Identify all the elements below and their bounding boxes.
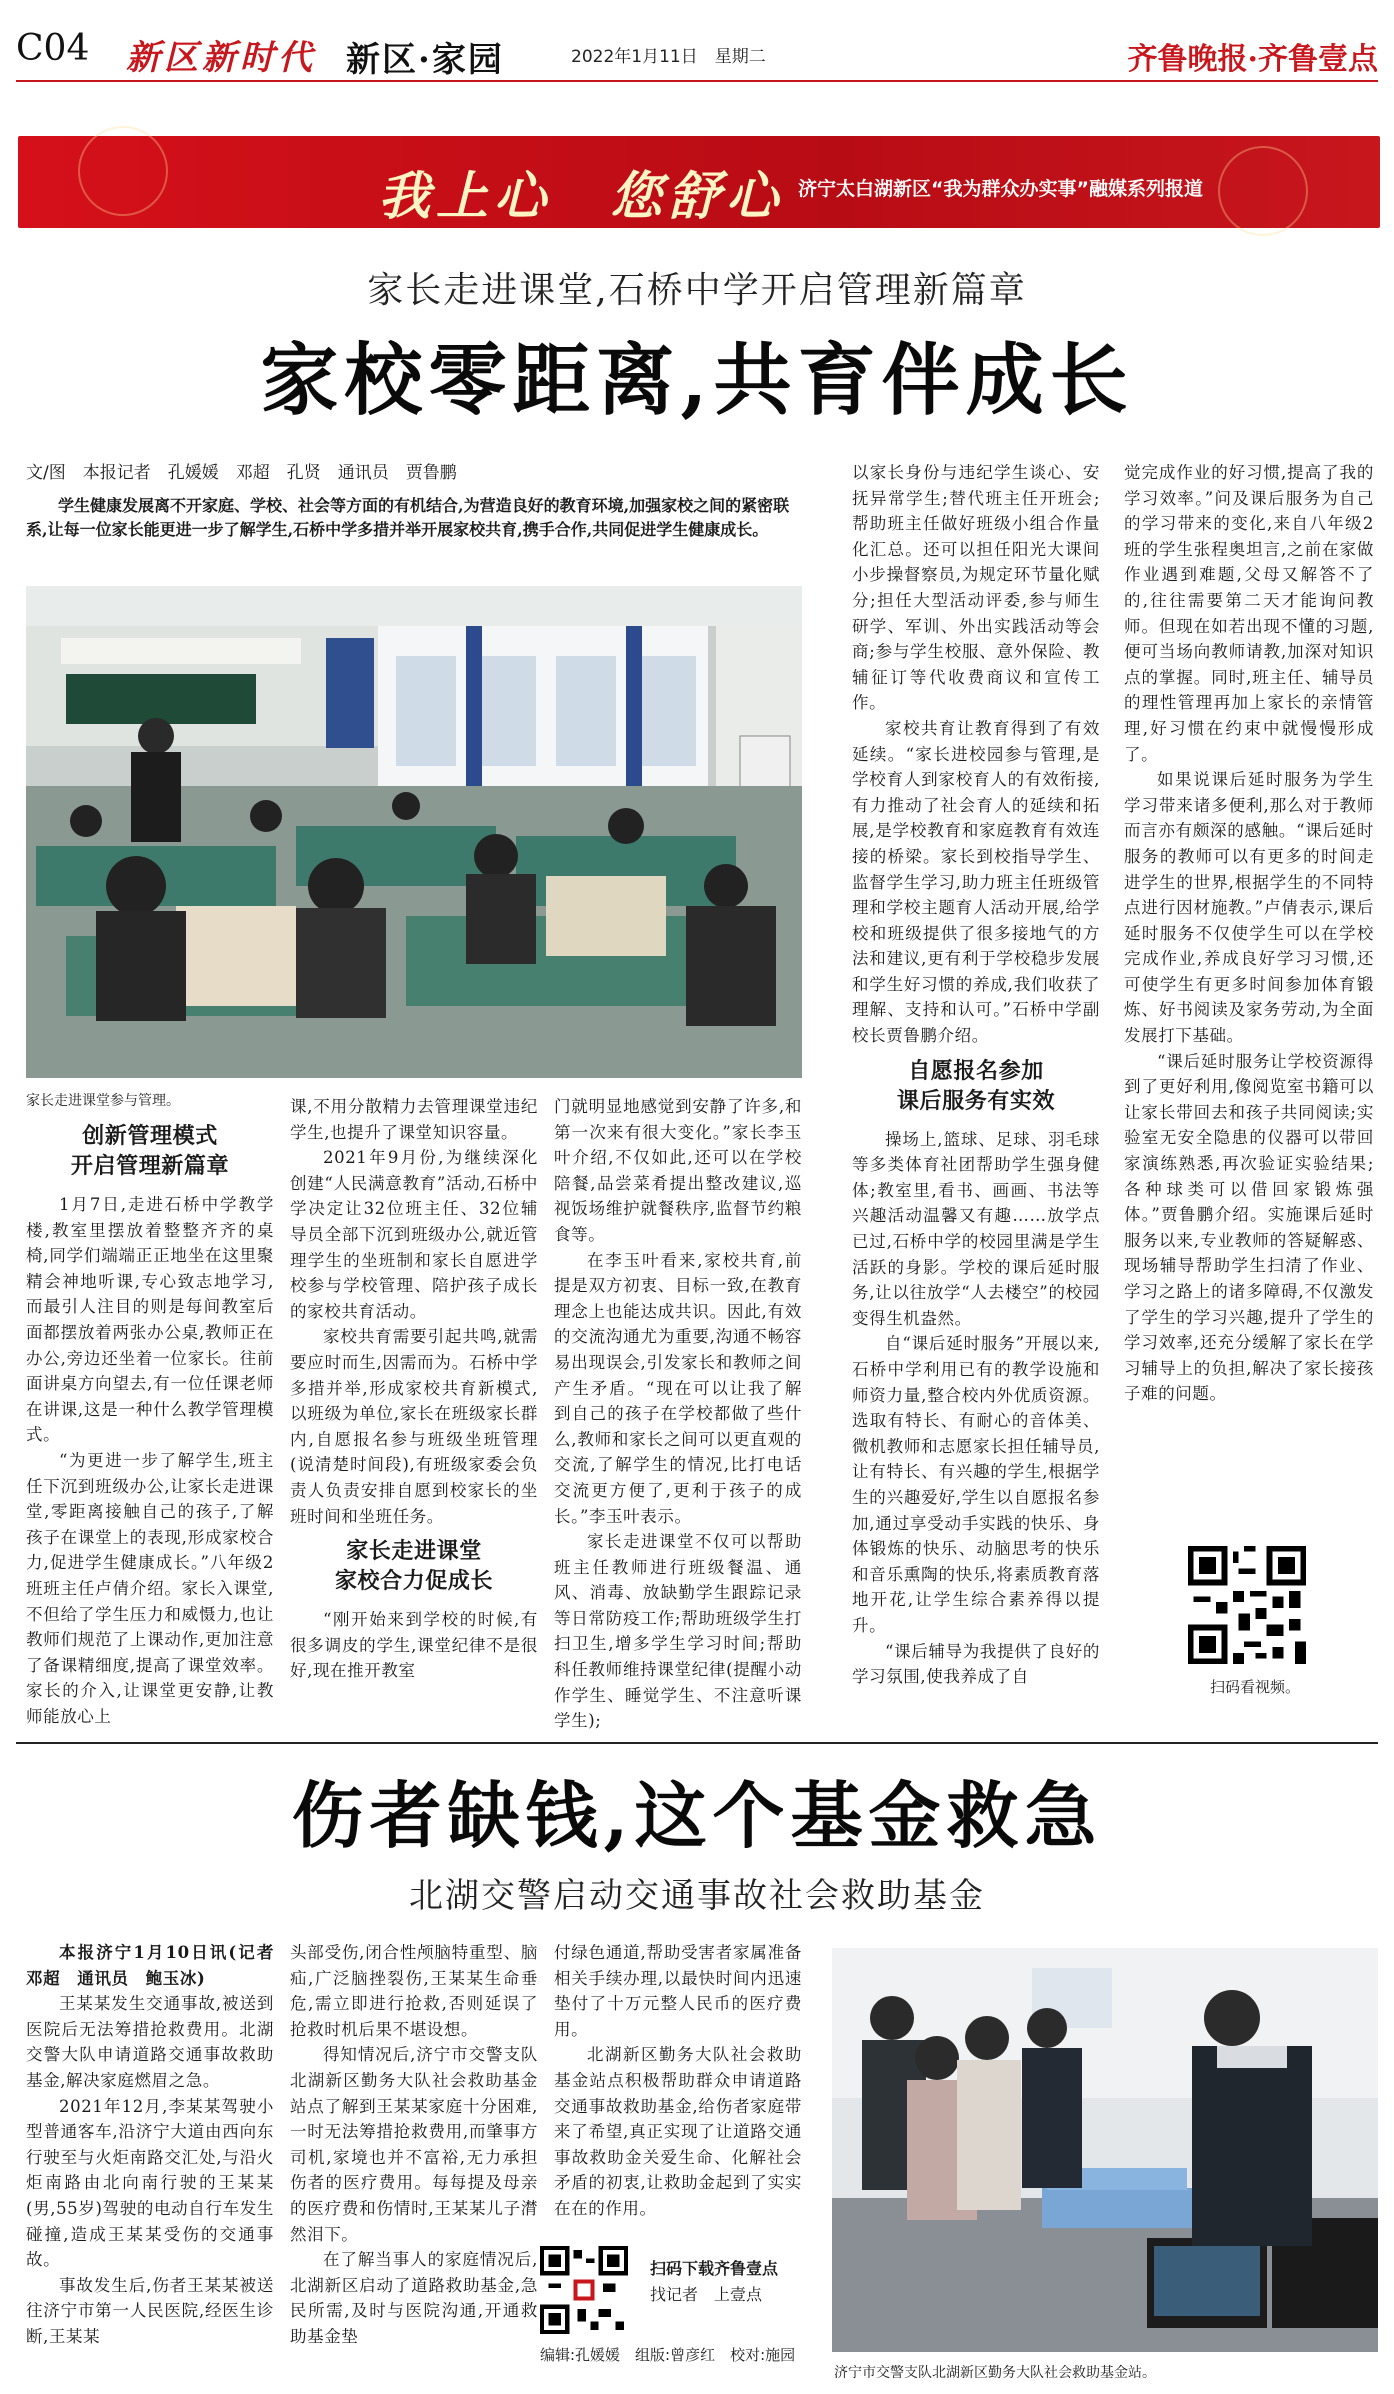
article2-column-1 <box>26 1940 292 2350</box>
article1-headline: 家校零距离,共育伴成长 <box>260 335 1134 426</box>
banner-decoration <box>1218 146 1308 236</box>
qr-code-icon <box>1188 1546 1306 1664</box>
article2-headline: 伤者缺钱,这个基金救急 <box>291 1773 1103 1858</box>
video-qr-code[interactable] <box>1188 1546 1306 1664</box>
paragraph: “课后延时服务让学校资源得到了更好利用,像阅览室书籍可以让家长带回去和孩子共同阅读;实验室无安全隐患的仪器可以带回家演练熟悉,再次验证实验结果;各种球类可以借回家锻炼强体。”贾鲁鹏介绍。实施课后延时服务以来,专业教师的答疑解惑、现场辅导帮助学生扫清了作业、学习之路上的诸多障碍,不仅激发了学生的学习兴趣,提升了学生的学习效率,还充分缓解了家长在学习辅导上的负担,解决了家长接孩子难的问题。 <box>1124 1051 1374 1404</box>
video-qr-caption: 扫码看视频。 <box>1210 1678 1301 1696</box>
paragraph: 自“课后延时服务”开展以来,石桥中学利用已有的教学设施和师资力量,整合校内外优质资源。选取有特长、有耐心的音体美、微机教师和志愿家长担任辅导员,让有特长、有兴趣的学生,根据学生的兴趣爱好,学生以自愿报名参加,通过享受动手实践的快乐、身体锻炼的快乐、动脑思考的快乐和音乐熏陶的快乐,将素质教育落地开花,让学生综合素养得以提升。 <box>852 1334 1100 1635</box>
article1-subhead-1 <box>26 1122 274 1182</box>
paragraph: 得知情况后,济宁市交警支队北湖新区勤务大队社会救助基金站点了解到王某某家庭十分困难,一时无法筹措抢救费用,而肇事方司机,家境也并不富裕,无力承担伤者的医疗费用。每每提及母亲的医疗费和伤情时,王某某儿子潸然泪下。 <box>290 2045 538 2244</box>
article1-subhead-2 <box>290 1537 538 1597</box>
qr-code-icon <box>540 2246 628 2334</box>
banner-decoration <box>78 126 168 216</box>
classroom-illustration <box>26 586 802 1078</box>
paragraph: “为更进一步了解学生,班主任下沉到班级办公,让家长走进课堂,零距离接触自己的孩子,了解孩子在课堂上的表现,形成家校合力,促进学生健康成长。”八年级2班班主任卢倩介绍。家长入课堂,不但给了学生压力和威慑力,也让教师们规范了上课动作,更加注意了备课精细度,提高了课堂效率。家长的介入,让课堂更安静,让教师能放心上 <box>26 1450 274 1726</box>
publisher-logo: 齐鲁晚报·齐鲁壹点 <box>1127 42 1378 77</box>
paragraph: 北湖新区勤务大队社会救助基金站点积极帮助群众申请道路交通事故救助基金,给伤者家庭带来了希望,真正实现了让道路交通事故救助金关爱生命、化解社会矛盾的初衷,让救助金起到了实实在在的作用。 <box>554 2045 802 2218</box>
paragraph: 1月7日,走进石桥中学教学楼,教室里摆放着整整齐齐的桌椅,同学们端端正正地坐在这里聚精会神地听课,专心致志地学习,而最引人注目的则是每间教室后面都摆放着两张办公桌,教师正在办公,旁边还坐着一位家长。往前面讲桌方向望去,有一位任课老师在讲课,这是一种什么教学管理模式。 <box>26 1195 274 1445</box>
paragraph: 家校共育让教育得到了有效延续。“家长进校园参与管理,是学校育人到家校育人的有效衔接,有力推动了社会育人的延续和拓展,是学校教育和家庭教育有效连接的桥梁。家长到校指导学生、监督学生学习,助力班主任班级管理和学校主题育人活动开展,给学校和班级提供了很多接地气的方法和建议,更有利于学校稳步发展和学生好习惯的养成,我们收获了理解、支持和认可。”石桥中学副校长贾鲁鹏介绍。 <box>852 718 1100 1046</box>
subhead-line: 创新管理模式 开启管理新篇章 <box>70 1124 230 1179</box>
masthead <box>16 20 1378 82</box>
subhead-line: 家长走进课堂 家校合力促成长 <box>334 1539 494 1595</box>
police-station-photo-caption: 济宁市交警支队北湖新区勤务大队社会救助基金站。 <box>834 2365 1156 2381</box>
editor-credits: 编辑:孔媛媛 组版:曾彦红 校对:施园 <box>540 2346 796 2364</box>
article-divider <box>16 1742 1378 1744</box>
banner-title: 我上心 您舒心 <box>378 166 785 227</box>
classroom-photo <box>26 586 802 1078</box>
classroom-photo-caption: 家长走进课堂参与管理。 <box>26 1093 180 1109</box>
paragraph: 如果说课后延时服务为学生学习带来诸多便利,那么对于教师而言亦有颇深的感触。“课后延时服务的教师可以有更多的时间走进学生的世界,根据学生的不同特点进行因材施教。”卢倩表示,课后延时服务不仅使学生可以在学校完成作业,养成良好学习习惯,还可使学生有更多时间参加体育锻炼、好书阅读及家务劳动,为全面发展打下基础。 <box>1124 770 1374 1046</box>
subhead-line: 自愿报名参加 课后服务有实效 <box>896 1058 1056 1114</box>
paragraph: 门就明显地感觉到安静了许多,和第一次来有很大变化。”家长李玉叶介绍,不仅如此,还可以在学校陪餐,品尝菜肴提出整改建议,巡视饭场维护就餐秩序,监督节约粮食等。 <box>554 1097 802 1244</box>
paragraph: 在李玉叶看来,家校共育,前提是双方初衷、目标一致,在教育理念上也能达成共识。因此,有效的交流沟通尤为重要,沟通不畅容易出现误会,引发家长和教师之间产生矛盾。“现在可以让我了解到自己的孩子在学校都做了些什么,教师和家长之间可以更直观的交流,了解学生的情况,比打电话交流更方便了,更利于孩子的成长。”李玉叶表示。 <box>554 1250 802 1526</box>
article1-byline: 文/图 本报记者 孔媛媛 邓超 孔贤 通讯员 贾鲁鹏 <box>26 463 457 483</box>
paragraph: 本报济宁1月10日讯(记者 邓超 通讯员 鲍玉冰) <box>26 1943 292 1988</box>
article1-column-4 <box>852 460 1100 1690</box>
app-qr-caption: 扫码下载齐鲁壹点 <box>650 2259 779 2278</box>
paragraph: 头部受伤,闭合性颅脑特重型、脑疝,广泛脑挫裂伤,王某某生命垂危,需立即进行抢救,否则延误了抢救时机后果不堪设想。 <box>290 1943 538 2039</box>
police-station-photo <box>832 1948 1378 2352</box>
paragraph: 在了解当事人的家庭情况后,北湖新区启动了道路救助基金,急民所需,及时与医院沟通,开通救助基金垫 <box>290 2250 538 2346</box>
paragraph: “课后辅导为我提供了良好的学习氛围,使我养成了自 <box>852 1641 1100 1687</box>
paragraph: “刚开始来到学校的时候,有很多调皮的学生,课堂纪律不是很好,现在推开教室 <box>290 1610 538 1681</box>
paragraph: 2021年9月份,为继续深化创建“人民满意教育”活动,石桥中学决定让32位班主任、32位辅导员全部下沉到班级办公,就近管理学生的坐班制和家长自愿进学校参与学校管理、陪护孩子成长的家校共育活动。 <box>290 1148 538 1321</box>
paragraph: 觉完成作业的好习惯,提高了我的学习效率。”问及课后服务为自己的学习带来的变化,来自八年级2班的学生张程奥坦言,之前在家做作业遇到难题,父母又解答不了的,往往需要第二天才能询问教师。但现在如若出现不懂的习题,便可当场向教师请教,加深对知识点的掌握。同时,班主任、辅导员的理性管理再加上家长的亲情管理,好习惯在约束中就慢慢形成了。 <box>1124 463 1374 764</box>
newspaper-logo: 新区新时代 <box>126 38 316 78</box>
article2-column-2 <box>290 1940 538 2350</box>
article1-column-3 <box>554 1094 802 1734</box>
paragraph: 家校共育需要引起共鸣,就需要应时而生,因需而为。石桥中学多措并举,形成家校共育新模式,以班级为单位,家长在班级家长群内,自愿报名参与班级坐班管理(说清楚时间段),有班级家委会负责人负责安排自愿到校家长的坐班时间和坐班任务。 <box>290 1327 538 1526</box>
paragraph: 王某某发生交通事故,被送到医院后无法筹措抢救费用。北湖交警大队申请道路交通事故救助基金,解决家庭燃眉之急。 <box>26 1994 274 2090</box>
article1-column-5 <box>1124 460 1374 1407</box>
article1-column-2 <box>290 1094 538 1684</box>
article1-column-1 <box>26 1114 274 1729</box>
paragraph: 事故发生后,伤者王某某被送往济宁市第一人民医院,经医生诊断,王某某 <box>26 2275 274 2346</box>
paragraph: 操场上,篮球、足球、羽毛球等多类体育社团帮助学生强身健体;教室里,看书、画画、书法等兴趣活动温馨又有趣……放学点已过,石桥中学的校园里满是学生活跃的身影。学校的课后延时服务,让以往放学“人去楼空”的校园变得生机盎然。 <box>852 1129 1100 1328</box>
article1-lede: 学生健康发展离不开家庭、学校、社会等方面的有机结合,为营造良好的教育环境,加强家校之间的紧密联系,让每一位家长能更进一步了解学生,石桥中学多措并举开展家校共育,携手合作,共同促进学生健康成长。 <box>26 496 790 539</box>
app-download-qr-code[interactable] <box>540 2246 628 2334</box>
app-qr-slogan: 找记者 上壹点 <box>650 2285 763 2304</box>
paragraph: 付绿色通道,帮助受害者家属准备相关手续办理,以最快时间内迅速垫付了十万元整人民币的医疗费用。 <box>554 1943 802 2039</box>
police-station-illustration <box>832 1948 1378 2352</box>
article1-subhead-3 <box>852 1057 1100 1117</box>
paragraph: 家长走进课堂不仅可以帮助班主任教师进行班级餐温、通风、消毒、放缺勤学生跟踪记录等日常防疫工作;帮助班级学生打扫卫生,增多学生学习时间;帮助科任教师维持课堂纪律(提醒小动作学生、睡觉学生、不注意听课学生); <box>554 1532 802 1731</box>
issue-date: 2022年1月11日 星期二 <box>571 47 766 67</box>
article1-kicker: 家长走进课堂,石桥中学开启管理新篇章 <box>367 270 1027 311</box>
banner-subtitle: 济宁太白湖新区“我为群众办实事”融媒系列报道 <box>798 178 1203 200</box>
article2-kicker: 北湖交警启动交通事故社会救助基金 <box>409 1876 985 1916</box>
campaign-banner <box>18 136 1380 228</box>
paragraph: 课,不用分散精力去管理课堂违纪学生,也提升了课堂知识容量。 <box>290 1097 538 1142</box>
paragraph: 以家长身份与违纪学生谈心、安抚异常学生;替代班主任开班会;帮助班主任做好班级小组合作量化汇总。还可以担任阳光大课间小步操督察员,为规定环节量化赋分;担任大型活动评委,参与师生研学、军训、外出实践活动等会商;参与学生校服、意外保险、教辅征订等代收费商议和宣传工作。 <box>852 463 1100 713</box>
article2-column-3 <box>554 1940 802 2222</box>
page-number: C04 <box>16 28 90 69</box>
paragraph: 2021年12月,李某某驾驶小型普通客车,沿济宁大道由西向东行驶至与火炬南路交汇处,与沿火炬南路由北向南行驶的王某某(男,55岁)驾驶的电动自行车发生碰撞,造成王某某受伤的交通事故。 <box>26 2096 274 2270</box>
section-title: 新区·家园 <box>346 40 504 80</box>
